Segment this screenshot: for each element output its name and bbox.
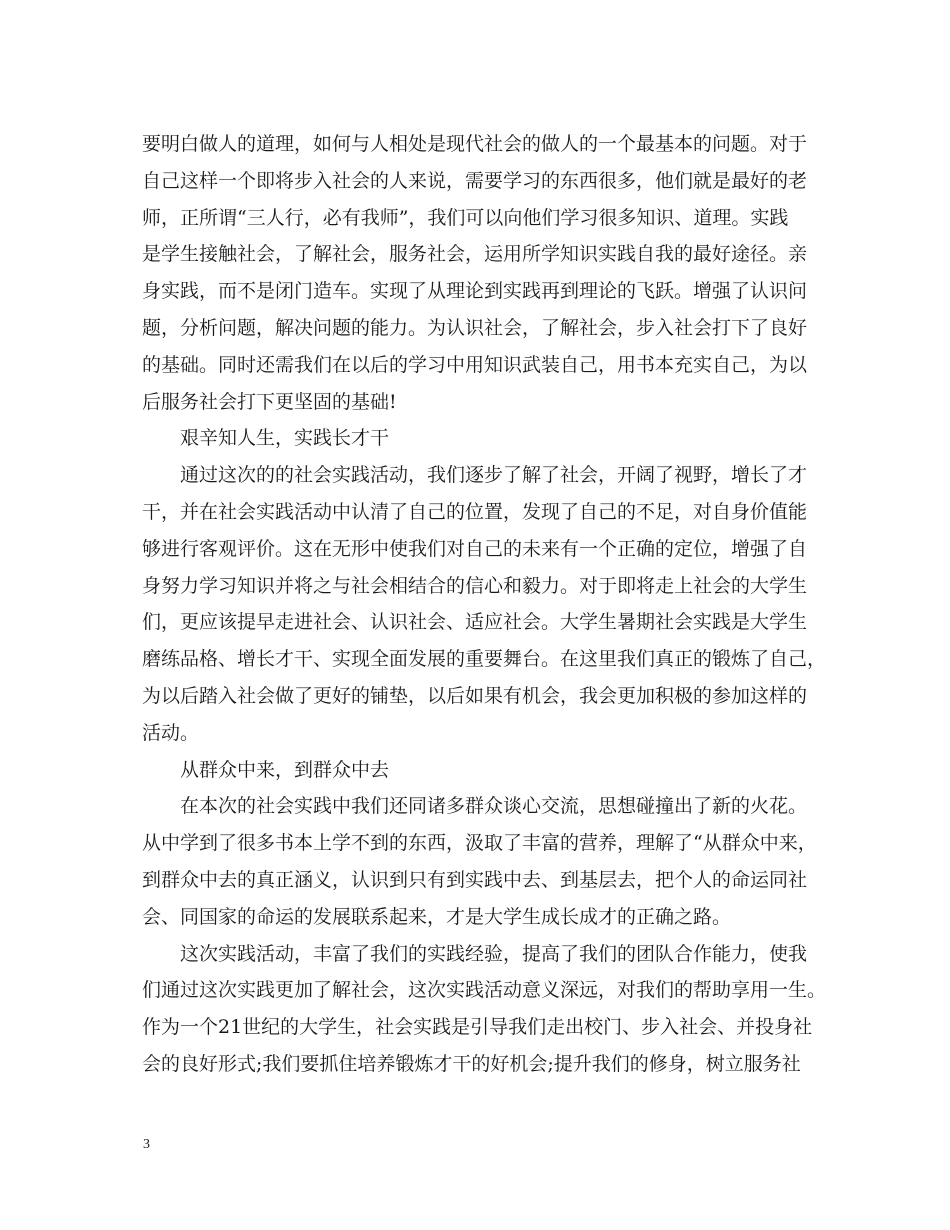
document-body — [142, 126, 827, 1083]
text-line: 为以后踏入社会做了更好的铺垫，以后如果有机会，我会更加积极的参加这样的 — [142, 684, 808, 707]
text-line: 们通过这次实践更加了解社会，这次实践活动意义深远，对我们的帮助享用一生。 — [142, 979, 827, 1002]
text-line: 够进行客观评价。这在无形中使我们对自己的未来有一个正确的定位，增强了自 — [142, 537, 808, 560]
text-line: 磨练品格、增长才干、实现全面发展的重要舞台。在这里我们真正的锻炼了自己， — [142, 648, 827, 671]
text-line: 到群众中去的真正涵义，认识到只有到实践中去、到基层去，把个人的命运同社 — [142, 868, 808, 891]
text-line: 从中学到了很多书本上学不到的东西，汲取了丰富的营养，理解了“从群众中来， — [142, 832, 817, 855]
text-line: 自己这样一个即将步入社会的人来说，需要学习的东西很多，他们就是最好的老 — [142, 169, 808, 192]
text-line: 活动。 — [142, 721, 200, 744]
text-line: 是学生接触社会，了解社会，服务社会，运用所学知识实践自我的最好途径。亲 — [142, 243, 808, 266]
text-line: 会的良好形式;我们要抓住培养锻炼才干的好机会;提升我们的修身，树立服务社 — [142, 1052, 801, 1075]
text-line: 作为一个21世纪的大学生，社会实践是引导我们走出校门、步入社会、并投身社 — [142, 1016, 813, 1039]
text-line: 要明白做人的道理，如何与人相处是现代社会的做人的一个最基本的问题。对于 — [142, 133, 808, 155]
text-line: 干，并在社会实践活动中认清了自己的位置，发现了自己的不足，对自身价值能 — [142, 500, 808, 523]
text-line: 题，分析问题，解决问题的能力。为认识社会，了解社会，步入社会打下了良好 — [142, 316, 808, 339]
page-number: 3 — [143, 1137, 150, 1152]
text-line: 的基础。同时还需我们在以后的学习中用知识武装自己，用书本充实自己，为以 — [142, 353, 808, 376]
text-line: 在本次的社会实践中我们还同诸多群众谈心交流，思想碰撞出了新的火花。 — [180, 795, 808, 818]
text-line: 后服务社会打下更坚固的基础! — [142, 390, 397, 413]
text-line: 们，更应该提早走进社会、认识社会、适应社会。大学生暑期社会实践是大学生 — [142, 611, 808, 634]
text-line: 通过这次的的社会实践活动，我们逐步了解了社会，开阔了视野，增长了才 — [180, 464, 808, 487]
text-line: 师，正所谓“三人行，必有我师”，我们可以向他们学习很多知识、道理。实践 — [142, 206, 789, 229]
section-heading: 从群众中来，到群众中去 — [180, 758, 390, 781]
text-line: 身努力学习知识并将之与社会相结合的信心和毅力。对于即将走上社会的大学生 — [142, 574, 808, 597]
text-line: 身实践，而不是闭门造车。实现了从理论到实践再到理论的飞跃。增强了认识问 — [142, 280, 808, 303]
text-line: 会、同国家的命运的发展联系起来，才是大学生成长成才的正确之路。 — [142, 905, 732, 928]
text-line: 这次实践活动，丰富了我们的实践经验，提高了我们的团队合作能力，使我 — [180, 942, 808, 965]
section-heading: 艰辛知人生，实践长才干 — [180, 427, 390, 450]
